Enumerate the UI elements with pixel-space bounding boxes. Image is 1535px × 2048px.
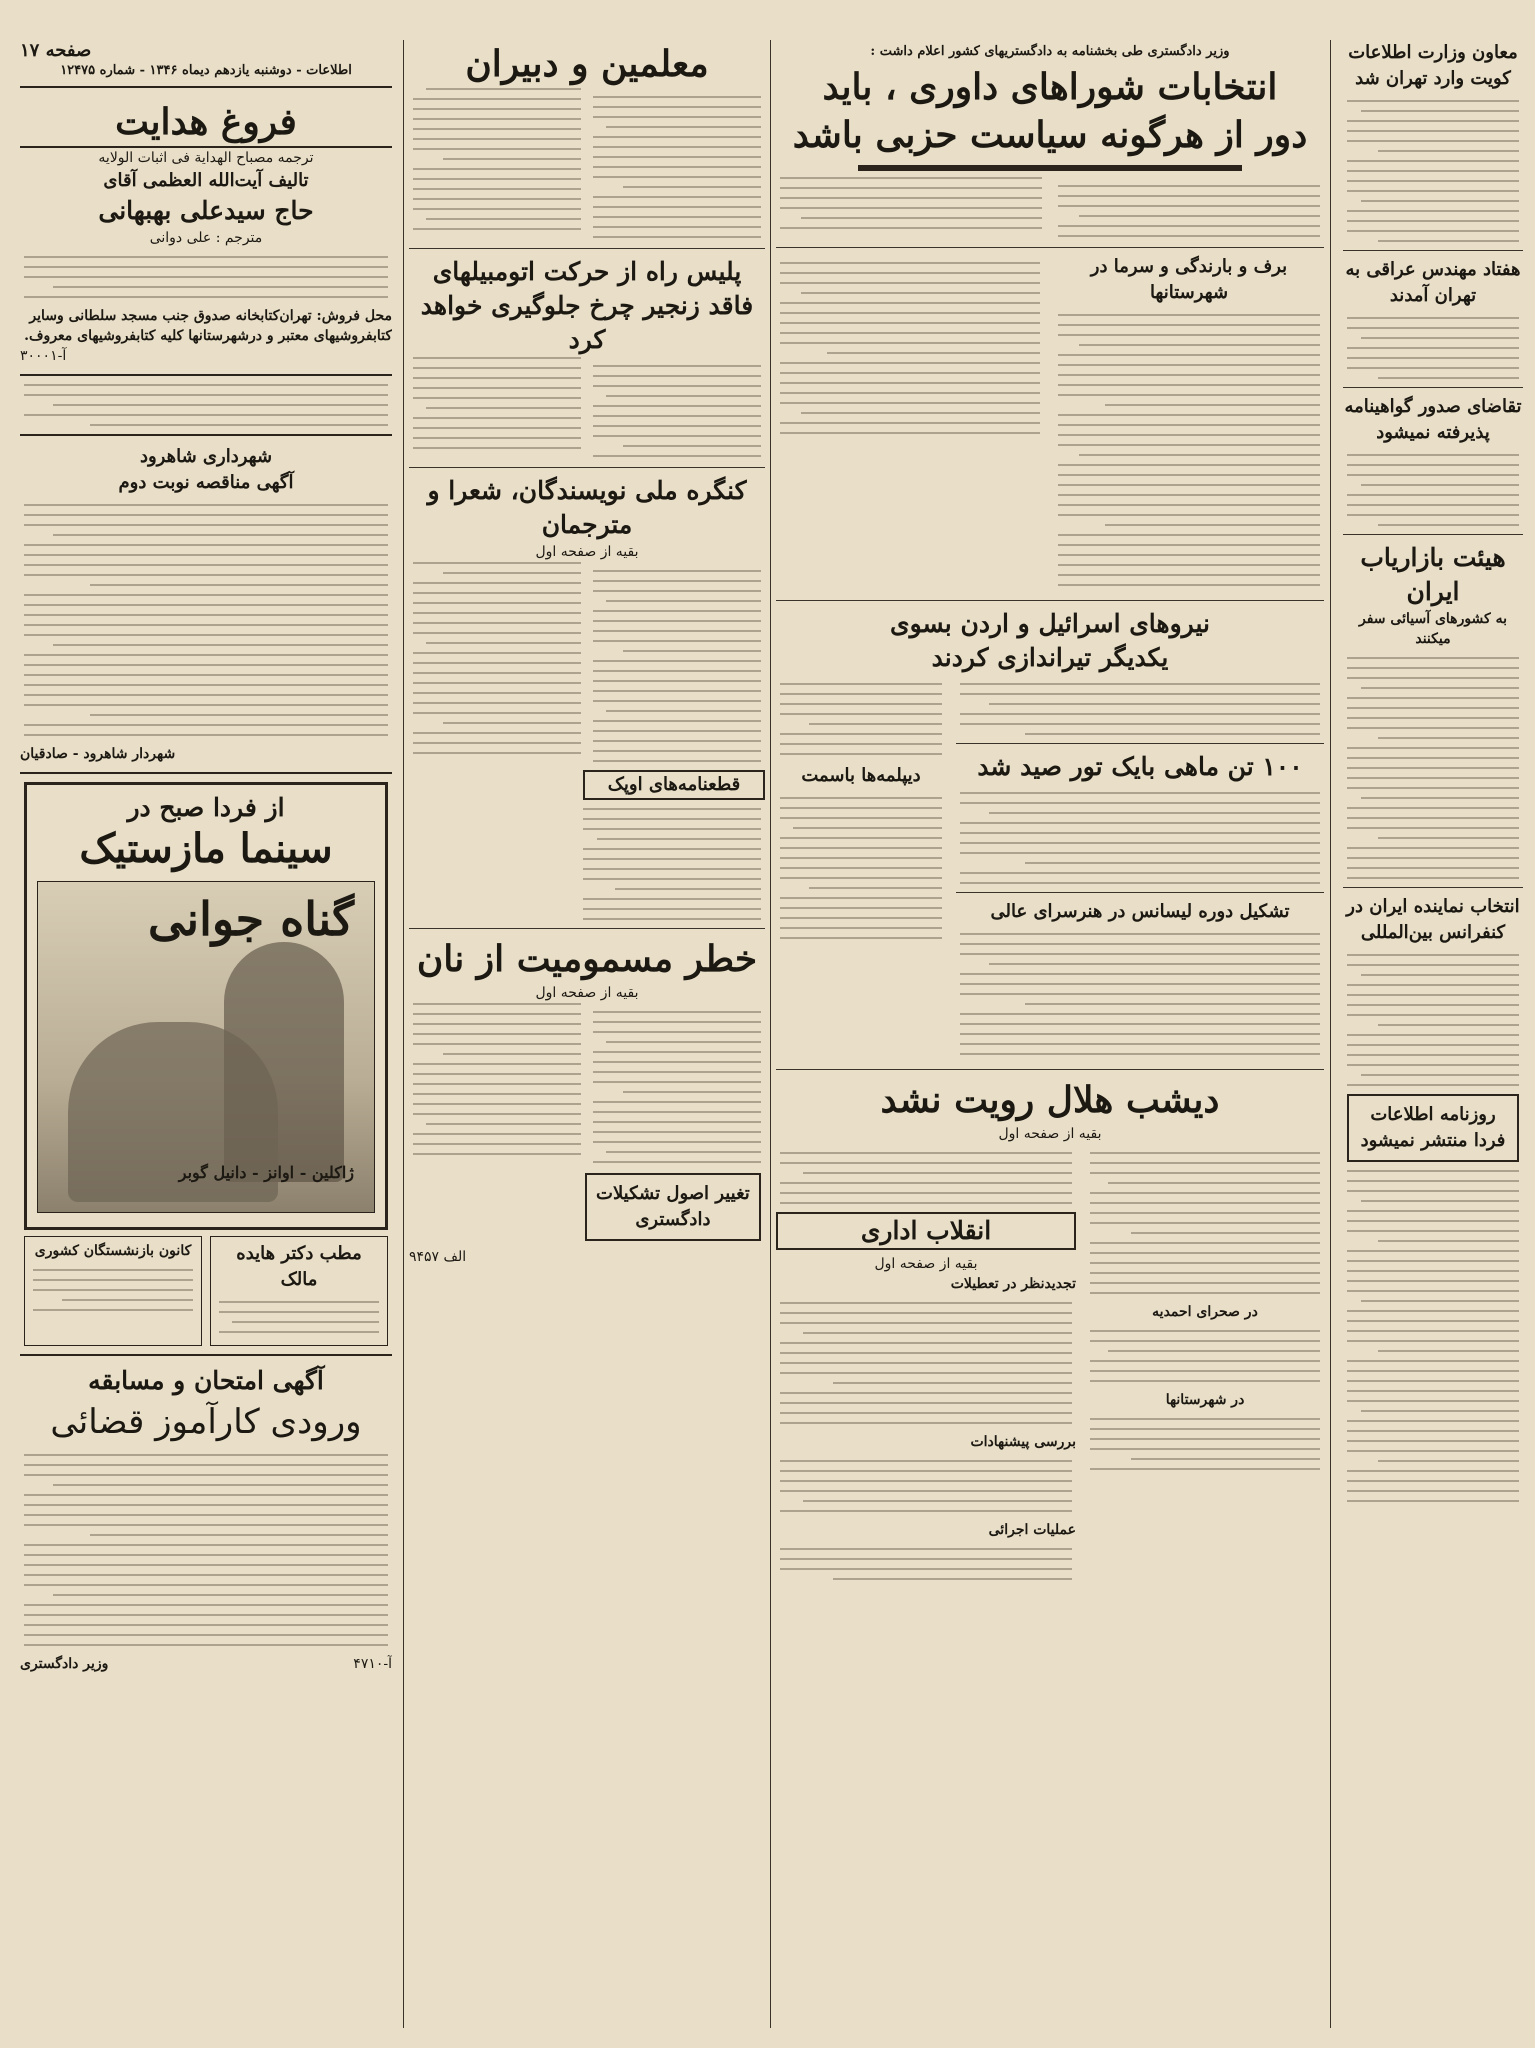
revolution-continuation — [1343, 1170, 1523, 1502]
israel-headline-2: یکدیگر تیراندازی کردند — [931, 643, 1169, 672]
revolution-headline: انقلاب اداری — [776, 1212, 1076, 1250]
cinema-ad — [24, 782, 388, 1230]
mun-body — [20, 504, 392, 736]
police-body — [409, 357, 765, 461]
diploma-headline: دیپلمه‌ها باسمت — [801, 765, 921, 786]
judiciary-box — [585, 1173, 761, 1241]
cinema-name: سینما مازستیک — [79, 825, 333, 872]
exam-body — [20, 1454, 392, 1646]
revolution-subhead: بقیه از صفحه اول — [874, 1256, 978, 1272]
cinema-from: از فردا صبح در — [127, 793, 285, 822]
congress-subhead: بقیه از صفحه اول — [535, 544, 639, 560]
city-subhead: در شهرستانها — [1165, 1392, 1245, 1408]
column-1 — [20, 98, 392, 2028]
page-header — [20, 40, 392, 96]
opec-headline: قطعنامه‌های اوپک — [583, 770, 765, 800]
council-continuation — [776, 254, 1044, 594]
book-ad-sub2: تالیف آیت‌الله العظمی آقای — [103, 170, 309, 191]
main-headline-line1: انتخابات شوراهای داوری ، باید — [822, 66, 1278, 108]
exam-footer — [20, 1654, 392, 1674]
column-2 — [409, 40, 765, 2028]
congress-body — [409, 562, 765, 766]
mun-title: شهرداری شاهرود — [139, 446, 273, 467]
mun-signature: شهردار شاهرود - صادقیان — [20, 746, 176, 762]
book-ad-body — [20, 256, 392, 298]
main-kicker: وزیر دادگستری طی بخشنامه به دادگستریهای کشور اعلام داشت : — [870, 44, 1230, 59]
clinic-title: مطب دکتر هایده مالک — [236, 1243, 362, 1290]
moon-headline: دیشب هلال رویت نشد — [880, 1079, 1220, 1121]
market-subhead: به کشورهای آسیائی سفر میکنند — [1359, 611, 1507, 647]
poison-headline: خطر مسمومیت از نان — [416, 938, 758, 980]
kuwait-body — [1343, 100, 1523, 242]
suggest-subhead: بررسی پیشنهادات — [970, 1434, 1076, 1450]
opec-body — [579, 808, 765, 920]
press-notice — [1347, 1094, 1519, 1162]
congress-headline: کنگره ملی نویسندگان، شعرا و مترجمان — [427, 476, 747, 539]
market-body — [1343, 657, 1523, 879]
exam-title: آگهی امتحان و مسابقه — [88, 1366, 324, 1395]
page-number: صفحه ۱۷ — [20, 40, 92, 61]
license-body — [956, 933, 1324, 1055]
film-poster — [37, 881, 375, 1213]
exam-code: آ-۴۷۱۰ — [353, 1656, 392, 1672]
fish-body — [956, 792, 1324, 884]
exec-subhead: عملیات اجرائی — [988, 1522, 1076, 1538]
press-notice-title: روزنامه اطلاعات فردا منتشر نمیشود — [1360, 1104, 1506, 1151]
mun-subtitle: آگهی مناقصه نوبت دوم — [118, 472, 294, 493]
clinic-ad — [210, 1236, 388, 1346]
license-headline: تشکیل دوره لیسانس در هنرسرای عالی — [990, 901, 1290, 922]
main-headline-line2: دور از هرگونه سیاست حزبی باشد — [792, 114, 1308, 156]
snow-story — [1054, 254, 1324, 594]
small-notice — [20, 384, 392, 426]
film-title: گناه جوانی — [147, 892, 354, 946]
column-4 — [1343, 40, 1523, 2028]
exam-subtitle: ورودی کارآموز قضائی — [50, 1402, 362, 1442]
kuwait-headline: معاون وزارت اطلاعات کویت وارد تهران شد — [1348, 42, 1518, 89]
exam-signature: وزیر دادگستری — [20, 1656, 109, 1672]
book-ad-code: آ-۳۰۰۰۱ — [20, 348, 67, 364]
judiciary-headline: تغییر اصول تشکیلات دادگستری — [596, 1183, 750, 1230]
cert-headline: تقاضای صدور گواهینامه پذیرفته نمیشود — [1344, 396, 1522, 443]
pension-ad — [24, 1236, 202, 1346]
book-ad-seller: محل فروش: تهران‌کتابخانه صدوق جنب مسجد سلطانی وسایر کتابفروشیهای معتبر و درشهرستانها کلیه کتابفروشیهای معروف. — [24, 308, 392, 344]
revolution-story — [776, 1144, 1076, 1588]
book-ad-sub1: ترجمه مصباح الهدایة فی اثبات الولایه — [98, 150, 314, 166]
column-3 — [776, 40, 1324, 2028]
snow-headline: برف و بارندگی و سرما در شهرستانها — [1090, 256, 1288, 303]
cert-body — [1343, 454, 1523, 526]
israel-headline-1: نیروهای اسرائیل و اردن بسوی — [890, 609, 1210, 638]
film-cast: ژاکلین - اوانز - دانیل گوبر — [178, 1163, 354, 1182]
police-headline: پلیس راه از حرکت اتومبیلهای فاقد زنجیر چرخ جلوگیری خواهد کرد — [420, 257, 754, 354]
main-story-body — [776, 177, 1324, 241]
iraq-body — [1343, 317, 1523, 379]
diploma-story — [776, 675, 946, 1063]
sahra-subhead: در صحرای احمدیه — [1152, 1304, 1258, 1320]
poison-body — [409, 1003, 765, 1167]
decentral-subhead: تجدیدنظر در تعطیلات — [950, 1276, 1076, 1292]
ad-code-col2: الف ۹۴۵۷ — [409, 1249, 467, 1265]
moon-subhead: بقیه از صفحه اول — [998, 1126, 1102, 1142]
teachers-body — [409, 88, 765, 242]
book-ad-author: حاج سیدعلی بهبهانی — [98, 196, 314, 225]
rep-headline: انتخاب نماینده ایران در کنفرانس بین‌المللی — [1346, 896, 1520, 943]
book-ad-translator: مترجم : علی دوانی — [149, 230, 263, 246]
poison-subhead: بقیه از صفحه اول — [535, 985, 639, 1001]
israel-body — [956, 683, 1324, 735]
book-ad-title: فروغ هدایت — [20, 98, 392, 148]
fish-headline: ۱۰۰ تن ماهی بایک تور صید شد — [977, 752, 1303, 781]
dateline: اطلاعات - دوشنبه یازدهم دیماه ۱۳۴۶ - شماره ۱۲۴۷۵ — [60, 63, 352, 78]
iraq-headline: هفتاد مهندس عراقی به تهران آمدند — [1345, 259, 1521, 306]
moon-body — [1086, 1144, 1324, 1588]
rep-body — [1343, 954, 1523, 1086]
market-headline: هیئت بازاریاب ایران — [1360, 543, 1506, 606]
teachers-headline: معلمین و دبیران — [465, 43, 709, 85]
pension-title: کانون بازنشستگان کشوری — [34, 1243, 192, 1259]
